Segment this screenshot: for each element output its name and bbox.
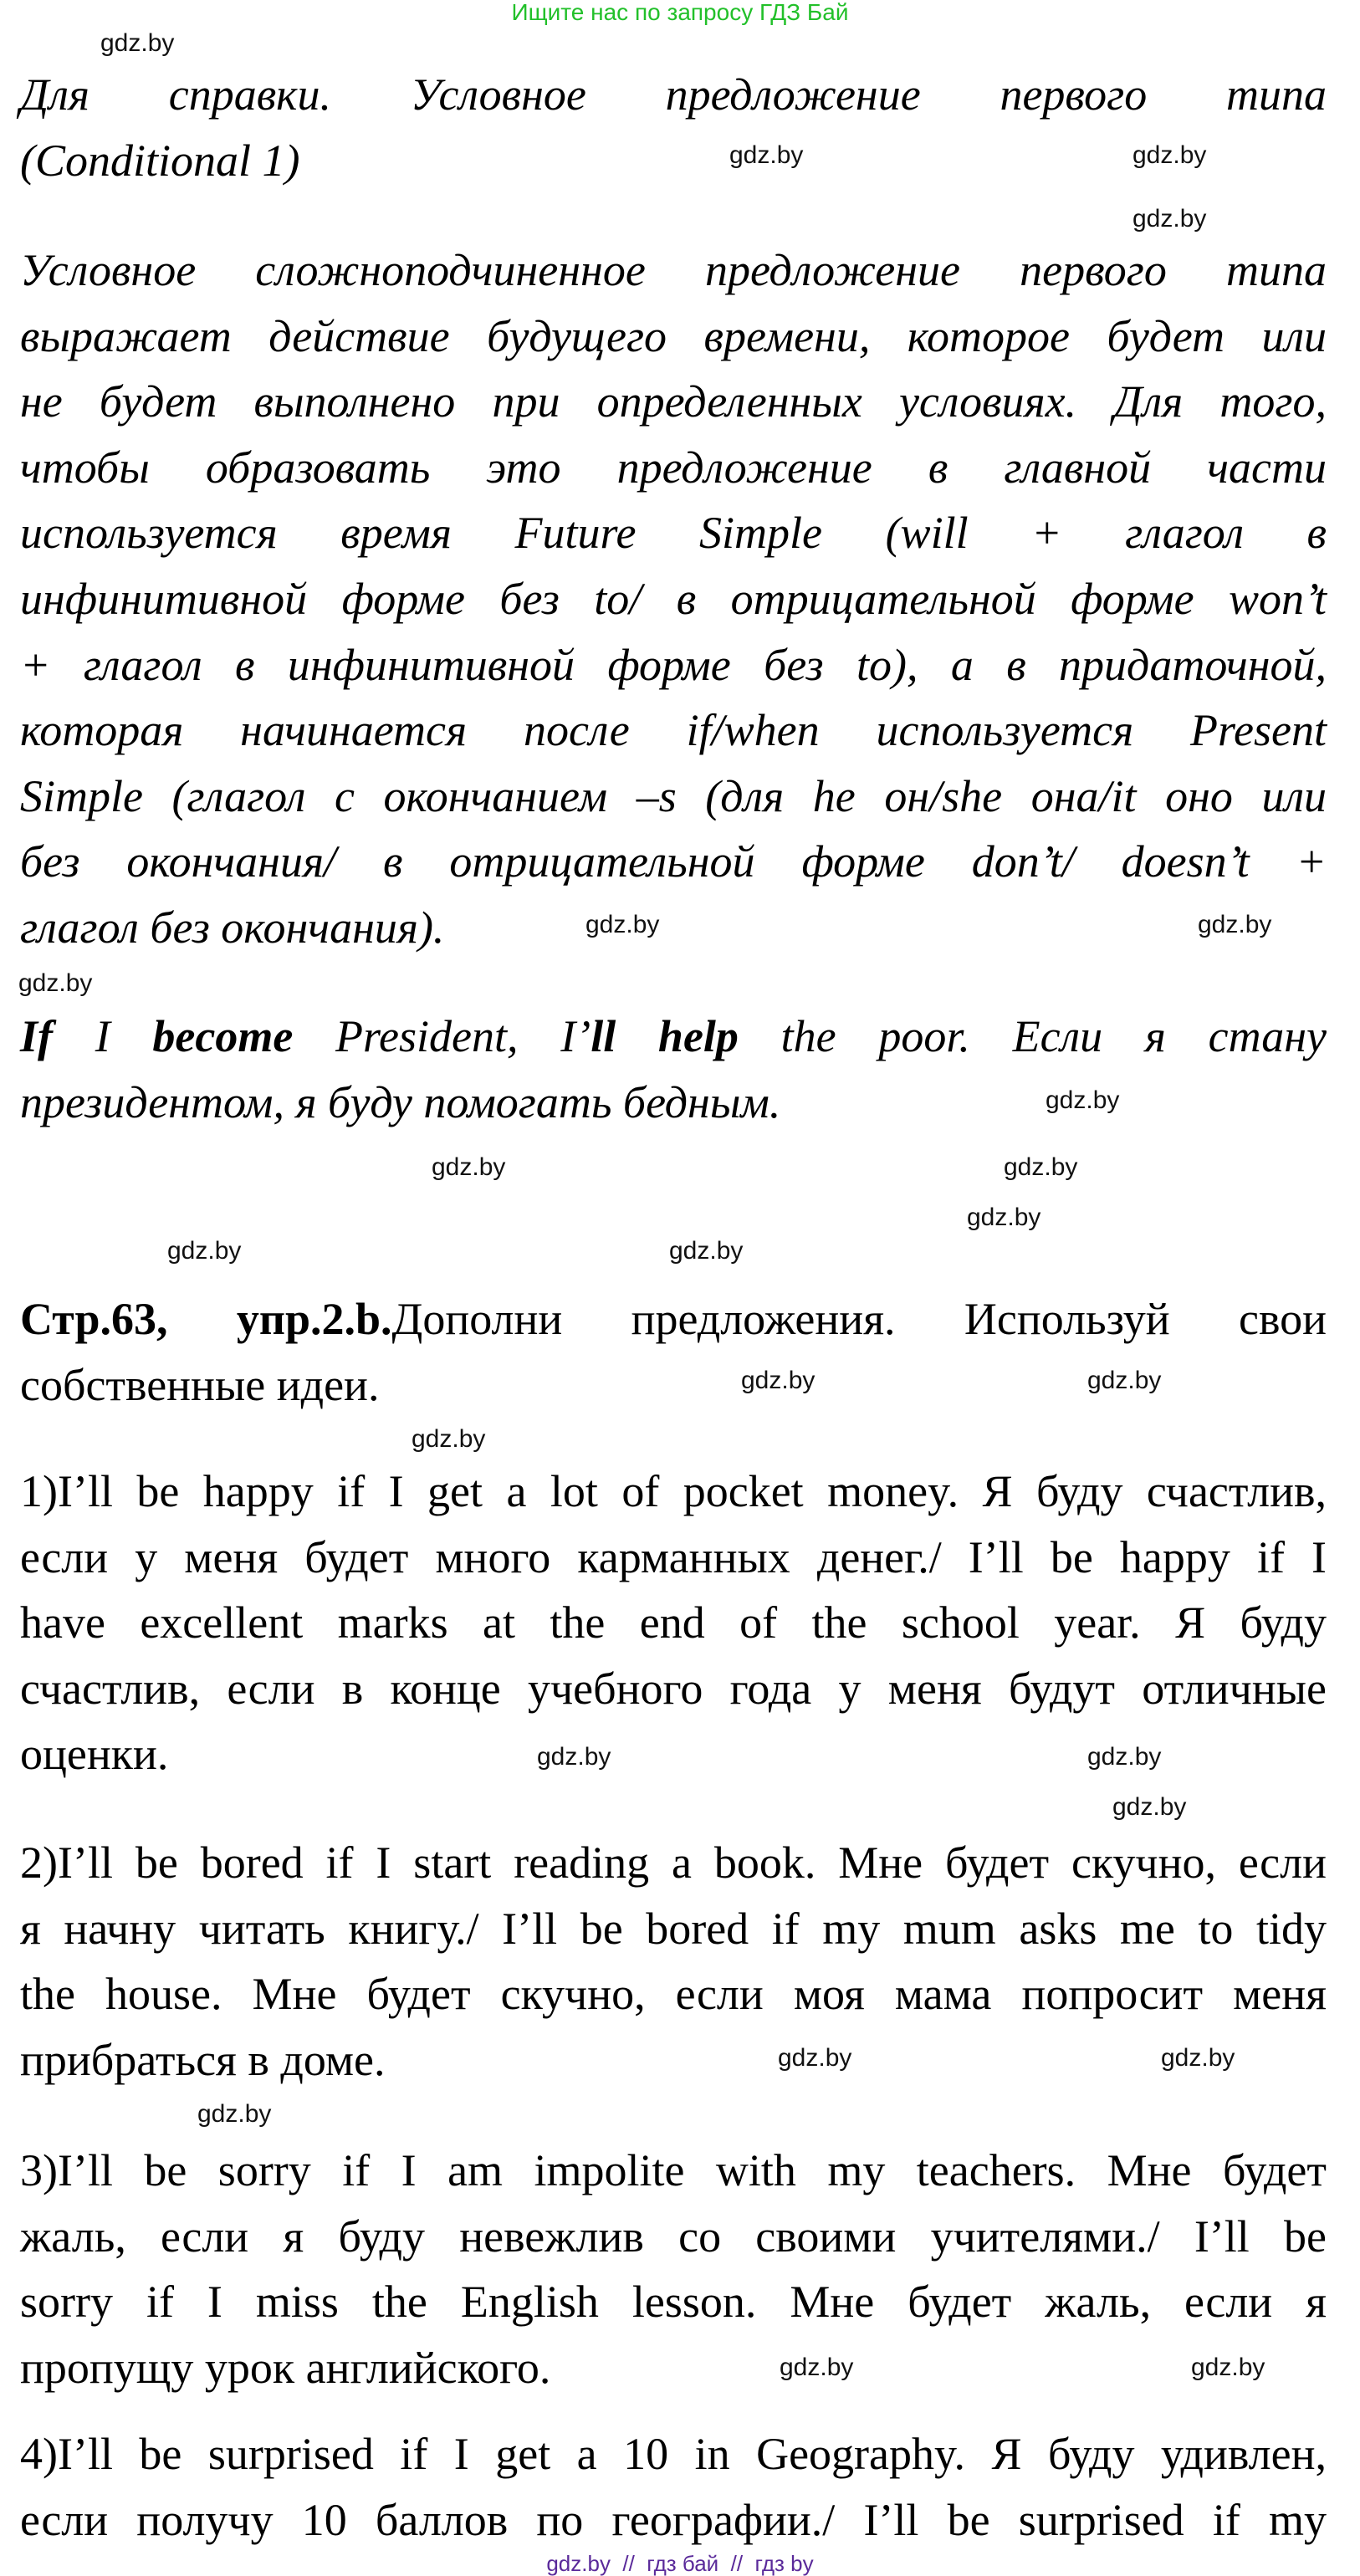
example-sentence xyxy=(20,1004,1327,1135)
text: President, I’ xyxy=(293,1011,591,1061)
watermark: gdz.by xyxy=(167,1237,242,1265)
text-line: используется время Future Simple (will + глагол в xyxy=(20,508,1327,559)
text-line: глагол без окончания). xyxy=(20,902,445,953)
watermark: gdz.by xyxy=(412,1425,486,1453)
watermark: gdz.by xyxy=(778,2044,852,2072)
watermark: gdz.by xyxy=(1112,1793,1187,1821)
text-line xyxy=(20,1004,1327,1070)
text-line: 3)I’ll be sorry if I am impolite with my teachers. Мне будет xyxy=(20,2145,1327,2195)
exercise-number: Стр.63, упр.2.b. xyxy=(20,1294,392,1344)
watermark: gdz.by xyxy=(780,2354,854,2381)
text-line: + глагол в инфинитивной форме без to), а в придаточной, xyxy=(20,639,1327,690)
exercise-instruction: Дополни предложения. Используй свои xyxy=(391,1294,1327,1344)
exercise-heading xyxy=(20,1286,1327,1418)
text-line: 4)I’ll be surprised if I get a 10 in Geography. Я буду удивлен, xyxy=(20,2429,1327,2479)
text-line: have excellent marks at the end of the school year. Я буду xyxy=(20,1597,1327,1648)
answer-2 xyxy=(20,1830,1327,2093)
bold-word: help xyxy=(657,1011,739,1061)
watermark: gdz.by xyxy=(1198,911,1272,938)
reference-body xyxy=(20,238,1327,961)
reference-title xyxy=(20,62,1327,193)
text-line: оценки. xyxy=(20,1729,169,1780)
watermark: gdz.by xyxy=(1191,2354,1265,2381)
text-line: the house. Мне будет скучно, если моя мама попросит меня xyxy=(20,1969,1327,2020)
watermark: gdz.by xyxy=(669,1237,744,1265)
bold-word: ll xyxy=(591,1011,616,1061)
watermark: gdz.by xyxy=(585,911,660,938)
watermark: gdz.by xyxy=(1004,1153,1078,1181)
text: the poor. Если я стану xyxy=(738,1011,1327,1061)
text xyxy=(616,1011,658,1061)
text-line: собственные идеи. xyxy=(20,1359,380,1410)
text-line: если получу 10 баллов по географии./ I’ll be surprised if my xyxy=(20,2494,1327,2545)
text-line: я начну читать книгу./ I’ll be bored if my mum asks me to tidy xyxy=(20,1903,1327,1954)
text-line: пропущу урок английского. xyxy=(20,2342,551,2393)
search-hint-banner: Ищите нас по запросу ГДЗ Бай xyxy=(511,0,849,25)
text-line: если у меня будет много карманных денег./ I’ll be happy if I xyxy=(20,1531,1327,1582)
text-line: Для справки. Условное предложение первого типа xyxy=(20,69,1327,120)
answer-1 xyxy=(20,1459,1327,1787)
answer-4 xyxy=(20,2421,1327,2553)
text-line: не будет выполнено при определенных условиях. Для того, xyxy=(20,376,1327,427)
text-line: sorry if I miss the English lesson. Мне будет жаль, если я xyxy=(20,2277,1327,2328)
text-line: инфинитивной форме без to/ в отрицательной форме won’t xyxy=(20,573,1327,624)
watermark: gdz.by xyxy=(1046,1086,1120,1114)
watermark: gdz.by xyxy=(432,1153,506,1181)
bold-word: become xyxy=(152,1011,294,1061)
answer-3 xyxy=(20,2138,1327,2400)
text-line: выражает действие будущего времени, которое будет или xyxy=(20,310,1327,361)
watermark: gdz.by xyxy=(1161,2044,1235,2072)
text-line: жаль, если я буду невежлив со своими учителями./ I’ll be xyxy=(20,2211,1327,2262)
bold-word: If xyxy=(20,1011,53,1061)
watermark: gdz.by xyxy=(1087,1743,1162,1771)
watermark: gdz.by xyxy=(537,1743,611,1771)
watermark: gdz.by xyxy=(197,2100,272,2128)
watermark: gdz.by xyxy=(1132,141,1207,169)
text-line: прибраться в доме. xyxy=(20,2034,386,2085)
watermark: gdz.by xyxy=(1132,205,1207,233)
text-line: чтобы образовать это предложение в главной части xyxy=(20,442,1327,493)
watermark: gdz.by xyxy=(100,29,175,57)
text: I xyxy=(53,1011,153,1061)
watermark: gdz.by xyxy=(741,1367,815,1394)
text-line: 1)I’ll be happy if I get a lot of pocket money. Я буду счастлив, xyxy=(20,1466,1327,1516)
text-line: счастлив, если в конце учебного года у меня будут отличные xyxy=(20,1663,1327,1714)
text-line: 2)I’ll be bored if I start reading a book. Мне будет скучно, если xyxy=(20,1837,1327,1888)
watermark: gdz.by xyxy=(729,141,804,169)
text-line: президентом, я буду помогать бедным. xyxy=(20,1076,781,1127)
footer-links: gdz.by // гдз бай // гдз by xyxy=(546,2551,814,2576)
text-line: Условное сложноподчиненное предложение первого типа xyxy=(20,245,1327,295)
watermark: gdz.by xyxy=(18,969,93,997)
watermark: gdz.by xyxy=(1087,1367,1162,1394)
text-line: Simple (глагол с окончанием –s (для he он/she она/it оно или xyxy=(20,770,1327,821)
text-line: которая начинается после if/when используется Present xyxy=(20,705,1327,756)
text-line xyxy=(20,1286,1327,1352)
text-line: (Conditional 1) xyxy=(20,135,300,186)
text-line: без окончания/ в отрицательной форме don’t/ doesn’t + xyxy=(20,836,1327,887)
watermark: gdz.by xyxy=(967,1204,1041,1231)
